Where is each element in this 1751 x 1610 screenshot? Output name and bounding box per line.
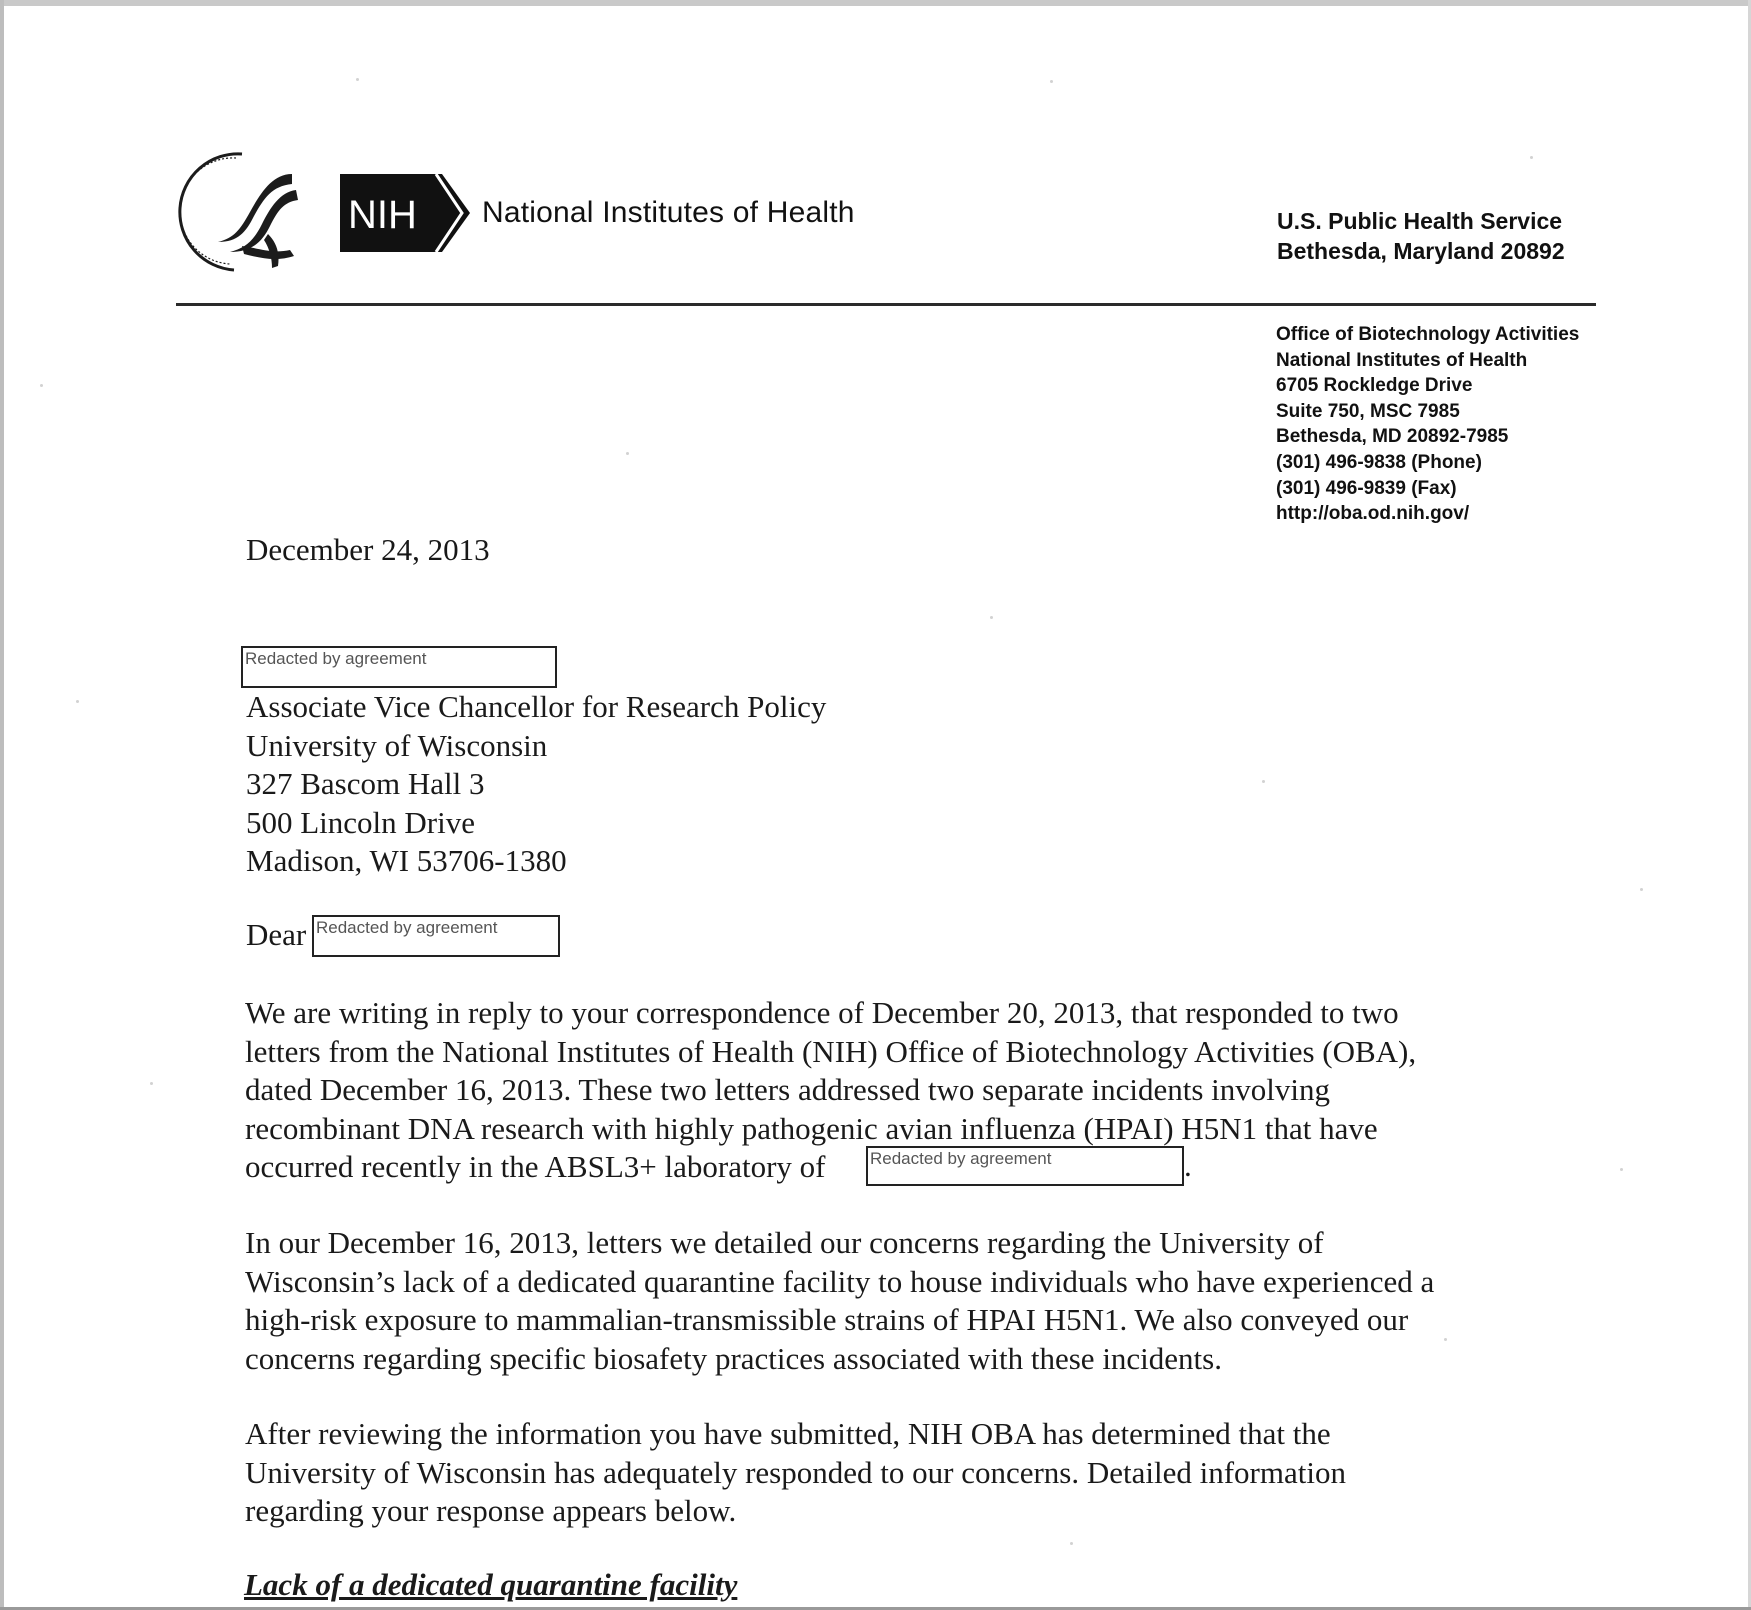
paragraph-line: concerns regarding specific biosafety practices associated with these incidents. — [245, 1340, 1222, 1376]
body-paragraph-3 — [245, 1415, 1346, 1531]
office-line: Bethesda, MD 20892-7985 — [1276, 426, 1509, 448]
scan-speck — [990, 616, 993, 619]
scan-speck — [40, 384, 43, 387]
scan-speck — [1530, 156, 1533, 159]
letter-date: December 24, 2013 — [246, 532, 490, 567]
window-frame-left — [0, 0, 4, 1610]
address-line: 500 Lincoln Drive — [246, 804, 476, 840]
redaction-box-laboratory: Redacted by agreement — [866, 1146, 1184, 1186]
section-heading: Lack of a dedicated quarantine facility — [244, 1567, 738, 1602]
scan-speck — [626, 452, 629, 455]
redaction-box-salutation: Redacted by agreement — [312, 915, 560, 957]
scan-speck — [1050, 80, 1053, 83]
address-line: University of Wisconsin — [246, 727, 548, 763]
scan-speck — [356, 78, 359, 81]
paragraph-line: occurred recently in the ABSL3+ laboratory of — [245, 1149, 826, 1184]
scan-speck — [1262, 780, 1265, 783]
paragraph-line: Wisconsin’s lack of a dedicated quarantine facility to house individuals who have experienced a — [245, 1263, 1435, 1299]
office-line: National Institutes of Health — [1276, 349, 1528, 371]
paragraph-line: After reviewing the information you have submitted, NIH OBA has determined that the — [245, 1416, 1331, 1451]
scan-speck — [76, 700, 79, 703]
office-website: http://oba.od.nih.gov/ — [1276, 503, 1470, 525]
office-line: (301) 496-9839 (Fax) — [1276, 477, 1457, 499]
paragraph-line: regarding your response appears below. — [245, 1493, 737, 1528]
recipient-address — [246, 688, 826, 881]
scan-speck — [1620, 1168, 1623, 1171]
paragraph-line: recombinant DNA research with highly pathogenic avian influenza (HPAI) H5N1 that have — [245, 1110, 1378, 1146]
office-line: (301) 496-9838 (Phone) — [1276, 451, 1482, 473]
scan-speck — [1640, 888, 1643, 891]
office-address-block — [1276, 322, 1579, 527]
scan-speck — [1070, 1542, 1073, 1545]
paragraph-end-punctuation: . — [1184, 1148, 1192, 1183]
paragraph-line: We are writing in reply to your correspondence of December 20, 2013, that responded to two — [245, 995, 1399, 1030]
paragraph-line: letters from the National Institutes of Health (NIH) Office of Biotechnology Activities (OBA), — [245, 1033, 1417, 1069]
body-paragraph-2 — [245, 1224, 1434, 1378]
scan-speck — [1444, 1338, 1447, 1341]
paragraph-line: high-risk exposure to mammalian-transmissible strains of HPAI H5N1. We also conveyed our — [245, 1302, 1409, 1337]
phs-line: U.S. Public Health Service — [1277, 208, 1563, 234]
address-line: Associate Vice Chancellor for Research Policy — [246, 689, 827, 724]
paragraph-line: University of Wisconsin has adequately responded to our concerns. Detailed information — [245, 1454, 1346, 1490]
office-line: 6705 Rockledge Drive — [1276, 375, 1473, 397]
body-paragraph-1 — [245, 994, 1416, 1187]
nih-logo-text: NIH — [348, 193, 417, 237]
nih-logo — [338, 172, 472, 254]
salutation: Dear — [246, 917, 307, 952]
address-line: 327 Bascom Hall 3 — [246, 766, 485, 801]
paragraph-line: dated December 16, 2013. These two letters addressed two separate incidents involving — [245, 1072, 1330, 1107]
redaction-box-addressee: Redacted by agreement — [241, 646, 557, 688]
scan-speck — [150, 1082, 153, 1085]
phs-line: Bethesda, Maryland 20892 — [1277, 238, 1565, 264]
office-line: Suite 750, MSC 7985 — [1276, 400, 1460, 422]
agency-name: National Institutes of Health — [482, 196, 855, 229]
paragraph-line: In our December 16, 2013, letters we detailed our concerns regarding the University of — [245, 1225, 1324, 1260]
public-health-service-block — [1277, 206, 1565, 266]
address-line: Madison, WI 53706-1380 — [246, 843, 567, 878]
office-line: Office of Biotechnology Activities — [1276, 324, 1580, 345]
window-frame-top — [0, 0, 1751, 6]
hhs-eagle-seal-logo — [172, 146, 310, 272]
letterhead-divider — [176, 303, 1596, 306]
